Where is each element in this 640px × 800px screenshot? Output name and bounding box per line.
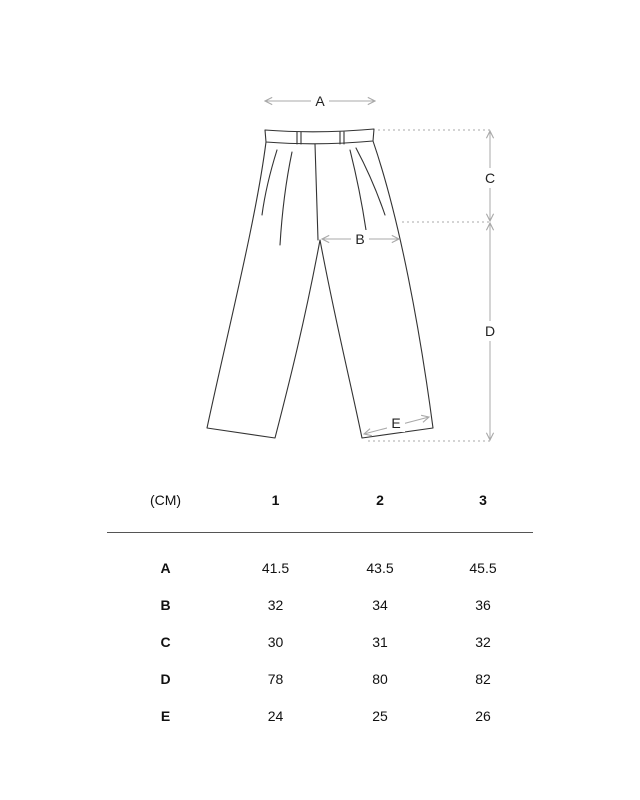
table-header-row (107, 480, 533, 520)
row-label: E (160, 707, 171, 724)
table-cell: 31 (372, 633, 388, 650)
size-header-2: 2 (376, 492, 384, 508)
table-cell: 32 (475, 633, 491, 650)
table-cell: 41.5 (261, 559, 290, 576)
table-row (107, 549, 533, 586)
label-c: C (484, 170, 496, 186)
pleat-right-2 (356, 148, 385, 215)
header-divider (107, 532, 533, 533)
table-row (107, 623, 533, 660)
unit-header: (CM) (149, 492, 182, 508)
measurement-guides (265, 101, 492, 441)
size-header-3: 3 (479, 492, 487, 508)
pleat-left-2 (280, 152, 292, 245)
table-cell: 43.5 (366, 559, 394, 576)
waistband (265, 129, 374, 144)
table-row (107, 697, 533, 734)
table-cell: 30 (267, 633, 284, 650)
table-row (107, 660, 533, 697)
table-cell: 78 (267, 670, 284, 687)
table-cell: 80 (372, 670, 388, 687)
label-b: B (355, 231, 365, 247)
table-row (107, 586, 533, 623)
pants-body (207, 141, 433, 438)
size-chart-table (107, 480, 533, 734)
table-cell: 24 (267, 707, 284, 724)
fly-seam (315, 144, 318, 240)
table-cell: 34 (372, 596, 388, 613)
label-e: E (391, 415, 401, 431)
table-cell: 82 (475, 670, 491, 687)
size-header-1: 1 (271, 492, 280, 508)
row-label: B (160, 596, 171, 613)
table-cell: 25 (372, 707, 388, 724)
pleat-left-1 (262, 150, 277, 215)
row-label: D (160, 670, 171, 687)
table-cell: 32 (267, 596, 284, 613)
table-cell: 26 (475, 707, 491, 724)
table-cell: 45.5 (469, 559, 497, 576)
pants-outline (207, 129, 433, 438)
row-label: C (160, 633, 171, 650)
table-cell: 36 (475, 596, 491, 613)
label-d: D (484, 323, 496, 339)
row-label: A (160, 559, 171, 576)
label-a: A (315, 93, 325, 109)
